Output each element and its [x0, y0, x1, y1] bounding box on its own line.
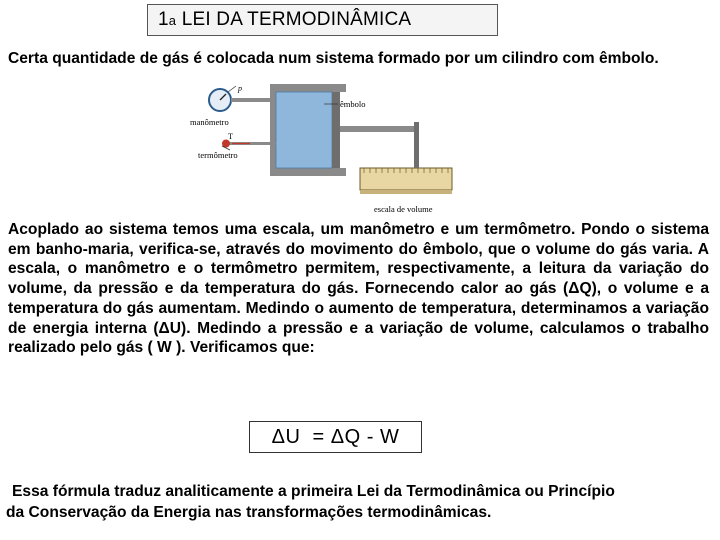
cylinder-figure — [188, 82, 470, 216]
conclusion-line-2: da Conservação da Energia nas transformações termodinâmicas. — [6, 504, 492, 521]
label-T: T — [228, 132, 233, 141]
intro-paragraph: Certa quantidade de gás é colocada num sistema formado por um cilindro com êmbolo. — [8, 50, 659, 67]
label-termometro: termômetro — [198, 150, 238, 160]
formula: ΔU = ΔQ - W — [271, 425, 400, 448]
piston-rod — [340, 126, 416, 132]
conclusion-line-1: Essa fórmula traduz analiticamente a primeira Lei da Termodinâmica ou Princípio — [12, 483, 615, 500]
cylinder-wall — [274, 84, 346, 92]
title-ordinal: a — [168, 12, 177, 28]
body-paragraph: Acoplado ao sistema temos uma escala, um manômetro e um termômetro. Pondo o sistema em banho-maria, verifica-se, através do movimento do êmbolo, que o volume do gás varia. A escala, o manômetro e o termômetro permitem, respectivamente, a leitura da variação do volume, da pressão e da temperatura do gás. Fornecendo calor ao gás (ΔQ), o volume e a temperatura do gás aumentam. Medindo o aumento de temperatura, determinamos a variação de energia interna (ΔU). Medindo a pressão e a variação de volume, calculamos o trabalho realizado pelo gás ( W ). Verificamos que: — [8, 221, 709, 357]
page-title: LEI DA TERMODINÂMICA — [181, 9, 412, 30]
label-embolo: êmbolo — [340, 99, 366, 109]
title-number: 1 — [158, 9, 169, 30]
label-escala: escala de volume — [374, 204, 433, 214]
piston — [332, 92, 340, 168]
conclusion-paragraph — [6, 481, 712, 523]
label-manometro: manômetro — [190, 117, 229, 127]
title-box — [147, 4, 498, 36]
formula-box — [249, 421, 422, 453]
gas-volume — [276, 92, 332, 168]
label-p: p — [238, 84, 242, 93]
